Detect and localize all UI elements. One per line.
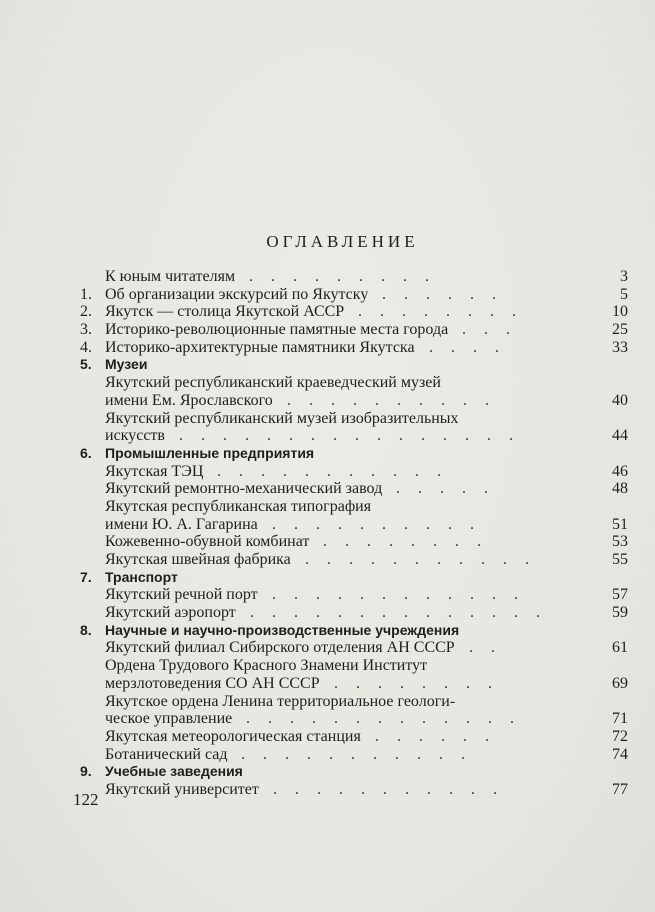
toc-page-number: 33 [612, 338, 628, 356]
toc-entry-number: 8. [80, 621, 92, 638]
toc-entry [80, 675, 628, 693]
toc-dot-leader: . . . . . . . . . . . [305, 551, 536, 568]
toc-entry-number: 3. [80, 321, 92, 339]
toc-section-heading [80, 569, 628, 587]
toc-entry-number: 2. [80, 303, 92, 321]
toc-entry-number: 1. [80, 285, 92, 303]
toc-entry-title: Якутский университет [105, 780, 259, 798]
toc-entry [80, 710, 628, 728]
toc-entry [80, 427, 628, 445]
toc-entry-title: Якутский республиканский краеведческий музей [105, 374, 441, 392]
toc-page-number: 10 [612, 303, 628, 321]
toc-entry-title: Транспорт [105, 568, 178, 585]
page-title: ОГЛАВЛЕНИЕ [266, 232, 419, 251]
toc-page-number: 55 [612, 551, 628, 568]
toc-dot-leader: . . . . . . . . . [249, 268, 436, 285]
toc-dot-leader: . . . . . . . . . . . [217, 462, 448, 480]
toc-dot-leader: . . . . . . . . . . . . . . [250, 604, 547, 622]
toc-page-number: 61 [612, 639, 628, 657]
table-of-contents [80, 268, 628, 799]
toc-dot-leader: . . . [462, 321, 517, 339]
toc-entry-title: Учебные заведения [105, 763, 243, 780]
toc-entry [80, 374, 628, 392]
toc-entry-title: Якутский республиканский музей изобразительных [105, 409, 459, 427]
toc-entry-title: искусств [105, 427, 165, 445]
toc-dot-leader: . . . . . . [375, 727, 496, 745]
toc-entry-number: 4. [80, 338, 92, 356]
toc-page-number: 40 [612, 391, 628, 409]
toc-dot-leader: . . . . . . . . . . . [241, 745, 472, 763]
toc-entry [80, 604, 628, 622]
toc-page-number: 48 [612, 480, 628, 498]
toc-entry [80, 728, 628, 746]
toc-entry-title: Якутская республиканская типография [105, 497, 372, 515]
toc-page-number: 59 [612, 604, 628, 622]
toc-section-heading [80, 445, 628, 463]
toc-page-number: 71 [612, 710, 628, 728]
toc-dot-leader: . . [469, 639, 502, 657]
toc-entry [80, 639, 628, 657]
toc-entry-title: мерзлотоведения СО АН СССР [105, 674, 320, 692]
toc-page-number: 5 [620, 285, 628, 303]
toc-dot-leader: . . . . . . . . . . [287, 391, 496, 409]
toc-entry-title: Историко-революционные памятные места города [105, 321, 449, 339]
toc-entry-title: Историко-архитектурные памятники Якутска [105, 338, 415, 356]
toc-entry [80, 463, 628, 481]
toc-page-number: 69 [612, 674, 628, 692]
toc-entry [80, 586, 628, 604]
toc-entry-title: Ботанический сад [105, 745, 228, 763]
toc-entry-title: Кожевенно-обувной комбинат [105, 533, 310, 551]
toc-entry-title: Промышленные предприятия [105, 444, 315, 461]
toc-page-number: 46 [612, 462, 628, 480]
toc-entry-title: ческое управление [105, 710, 233, 728]
toc-page-number: 53 [612, 533, 628, 551]
toc-dot-leader: . . . . . [396, 480, 495, 498]
toc-dot-leader: . . . . . . . . . . . [273, 780, 504, 798]
page-number: 122 [73, 790, 99, 809]
toc-dot-leader: . . . . . . . . [334, 674, 499, 692]
toc-dot-leader: . . . . . . . . . . [272, 515, 481, 533]
toc-entry [80, 339, 628, 357]
toc-page-number: 44 [612, 427, 628, 445]
toc-entry [80, 268, 628, 286]
toc-entry [80, 551, 628, 569]
toc-dot-leader: . . . . . . . . . . . . [272, 586, 525, 604]
toc-dot-leader: . . . . . . [382, 285, 503, 303]
toc-entry-title: Научные и научно-производственные учреждения [105, 621, 460, 638]
toc-entry [80, 498, 628, 516]
toc-entry [80, 746, 628, 764]
toc-entry-title: Музеи [105, 356, 148, 373]
toc-entry-number: 5. [80, 356, 92, 373]
toc-page-number: 51 [612, 515, 628, 533]
toc-entry [80, 693, 628, 711]
toc-entry-number: 7. [80, 568, 92, 585]
toc-page-number: 77 [612, 780, 628, 798]
toc-dot-leader: . . . . . . . . . . . . . [246, 710, 521, 728]
toc-entry [80, 392, 628, 410]
toc-entry [80, 657, 628, 675]
toc-entry [80, 480, 628, 498]
toc-entry-title: Якутский филиал Сибирского отделения АН СССР [105, 639, 455, 657]
toc-entry-title: Об организации экскурсий по Якутску [105, 285, 369, 303]
toc-dot-leader: . . . . . . . . [358, 303, 523, 321]
toc-entry-title: К юным читателям [105, 268, 236, 285]
toc-entry-title: Якутский ремонтно-механический завод [105, 480, 383, 498]
toc-entry [80, 781, 628, 799]
toc-entry-title: Якутск — столица Якутской АССР [105, 303, 345, 321]
toc-entry-title: Якутская швейная фабрика [105, 551, 291, 568]
toc-entry [80, 286, 628, 304]
toc-page-number: 3 [620, 268, 628, 285]
toc-section-heading [80, 622, 628, 640]
toc-section-heading [80, 356, 628, 374]
toc-entry [80, 303, 628, 321]
toc-page-number: 72 [612, 727, 628, 745]
toc-entry-title: имени Ю. А. Гагарина [105, 515, 258, 533]
toc-entry-title: Ордена Трудового Красного Знамени Институт [105, 657, 428, 675]
toc-entry-number: 6. [80, 444, 92, 461]
toc-entry-title: Якутский речной порт [105, 586, 258, 604]
toc-page-number: 25 [612, 321, 628, 339]
toc-dot-leader: . . . . . . . . . . . . . . . . [179, 427, 520, 445]
toc-entry [80, 533, 628, 551]
toc-entry-title: Якутская ТЭЦ [105, 462, 204, 480]
toc-entry-title: Якутская метеорологическая станция [105, 727, 361, 745]
toc-entry-title: Якутское ордена Ленина территориальное геологи- [105, 692, 456, 710]
toc-dot-leader: . . . . . . . . [323, 533, 488, 551]
toc-entry-title: имени Ем. Ярославского [105, 391, 273, 409]
toc-entry [80, 410, 628, 428]
toc-dot-leader: . . . . [429, 338, 506, 356]
toc-page-number: 74 [612, 745, 628, 763]
toc-section-heading [80, 763, 628, 781]
toc-entry-title: Якутский аэропорт [105, 604, 236, 622]
toc-page-number: 57 [612, 586, 628, 604]
toc-entry [80, 321, 628, 339]
toc-entry [80, 516, 628, 534]
toc-entry-number: 9. [80, 763, 92, 780]
